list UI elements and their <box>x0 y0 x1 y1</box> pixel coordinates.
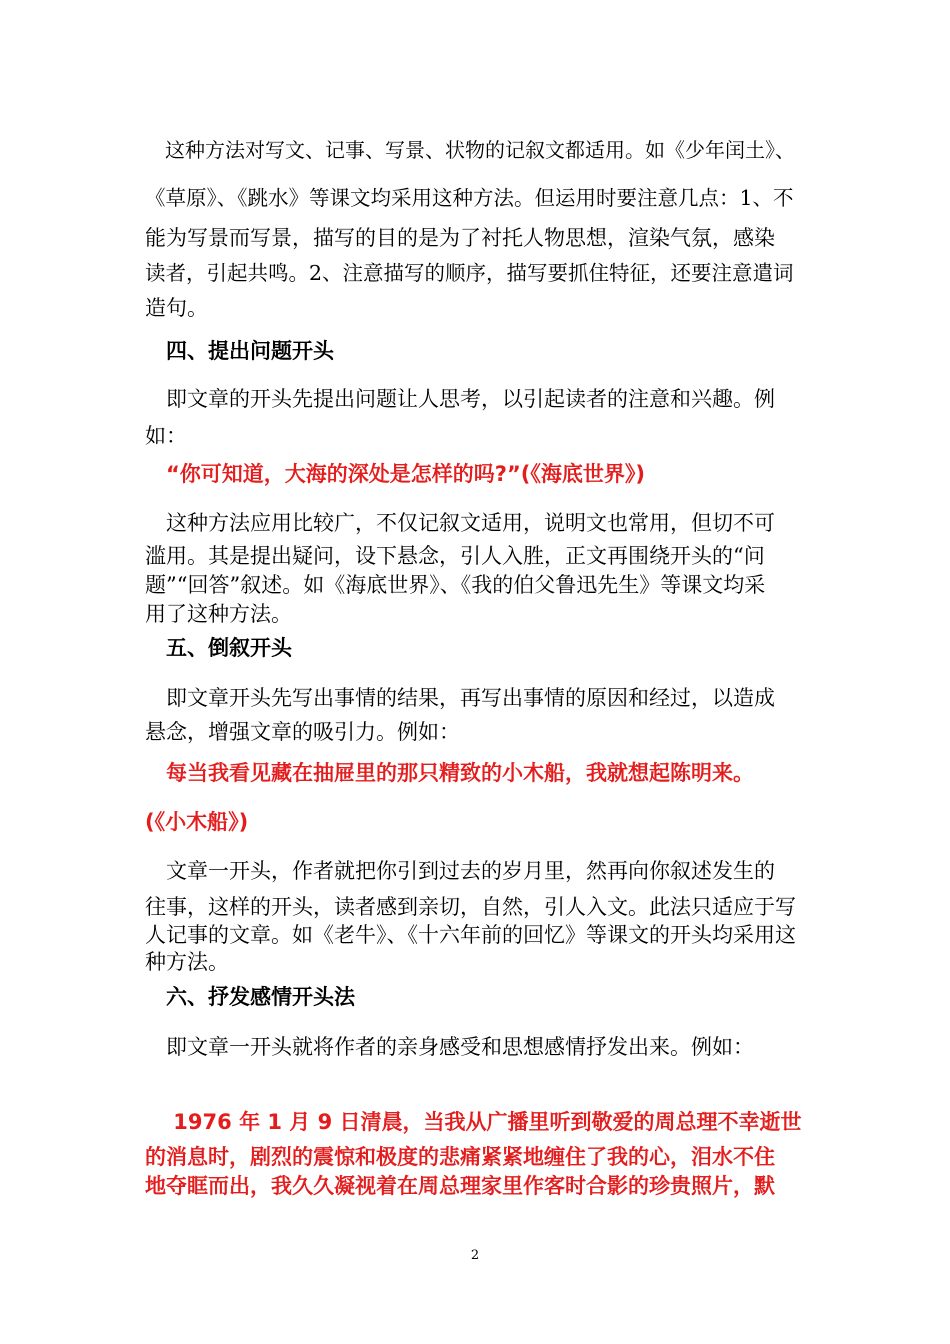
page-number: 2 <box>470 1248 480 1263</box>
paragraph-line: 即文章一开头就将作者的亲身感受和思想感情抒发出来。例如： <box>145 1035 754 1059</box>
paragraph-line: 读者，引起共鸣。2、注意描写的顺序，描写要抓住特征，还要注意遣词 <box>145 261 794 285</box>
example-source: (《小木船》) <box>145 810 249 834</box>
paragraph-line: 题”“回答”叙述。如《海底世界》、《我的伯父鲁迅先生》等课文均采 <box>145 573 766 597</box>
paragraph-line: 《草原》、《跳水》等课文均采用这种方法。但运用时要注意几点：1、不 <box>145 186 794 210</box>
example-quote: “你可知道，大海的深处是怎样的吗?”(《海底世界》) <box>145 462 645 486</box>
paragraph-line: 往事，这样的开头，读者感到亲切，自然，引人入文。此法只适应于写 <box>145 895 796 919</box>
example-quote: 的消息时，剧烈的震惊和极度的悲痛紧紧地缠住了我的心，泪水不住 <box>145 1145 775 1169</box>
section-heading: 四、提出问题开头 <box>145 339 334 363</box>
paragraph-line: 造句。 <box>145 296 208 320</box>
paragraph-line: 能为写景而写景，描写的目的是为了衬托人物思想，渲染气氛，感染 <box>145 226 775 250</box>
example-quote: 地夺眶而出，我久久凝视着在周总理家里作客时合影的珍贵照片，默 <box>145 1174 775 1198</box>
section-heading: 六、抒发感情开头法 <box>145 985 355 1009</box>
paragraph-line: 种方法。 <box>145 950 229 974</box>
paragraph-line: 如： <box>145 424 187 448</box>
example-quote: 1976 年 1 月 9 日清晨，当我从广播里听到敬爱的周总理不幸逝世 <box>145 1110 802 1134</box>
paragraph-line: 人记事的文章。如《老牛》、《十六年前的回忆》等课文的开头均采用这 <box>145 923 796 947</box>
paragraph-line: 这种方法对写文、记事、写景、状物的记叙文都适用。如《少年闰土》、 <box>145 138 795 162</box>
example-quote: 每当我看见藏在抽屉里的那只精致的小木船，我就想起陈明来。 <box>145 761 754 785</box>
paragraph-line: 文章一开头，作者就把你引到过去的岁月里，然再向你叙述发生的 <box>145 859 775 883</box>
paragraph-line: 用了这种方法。 <box>145 602 292 626</box>
paragraph-line: 即文章的开头先提出问题让人思考，以引起读者的注意和兴趣。例 <box>145 387 775 411</box>
section-heading: 五、倒叙开头 <box>145 636 292 660</box>
paragraph-line: 滥用。其是提出疑问，设下悬念，引人入胜，正文再围绕开头的“问 <box>145 544 765 568</box>
paragraph-line: 悬念，增强文章的吸引力。例如： <box>145 720 460 744</box>
paragraph-line: 这种方法应用比较广，不仅记叙文适用，说明文也常用，但切不可 <box>145 511 775 535</box>
paragraph-line: 即文章开头先写出事情的结果，再写出事情的原因和经过，以造成 <box>145 686 775 710</box>
